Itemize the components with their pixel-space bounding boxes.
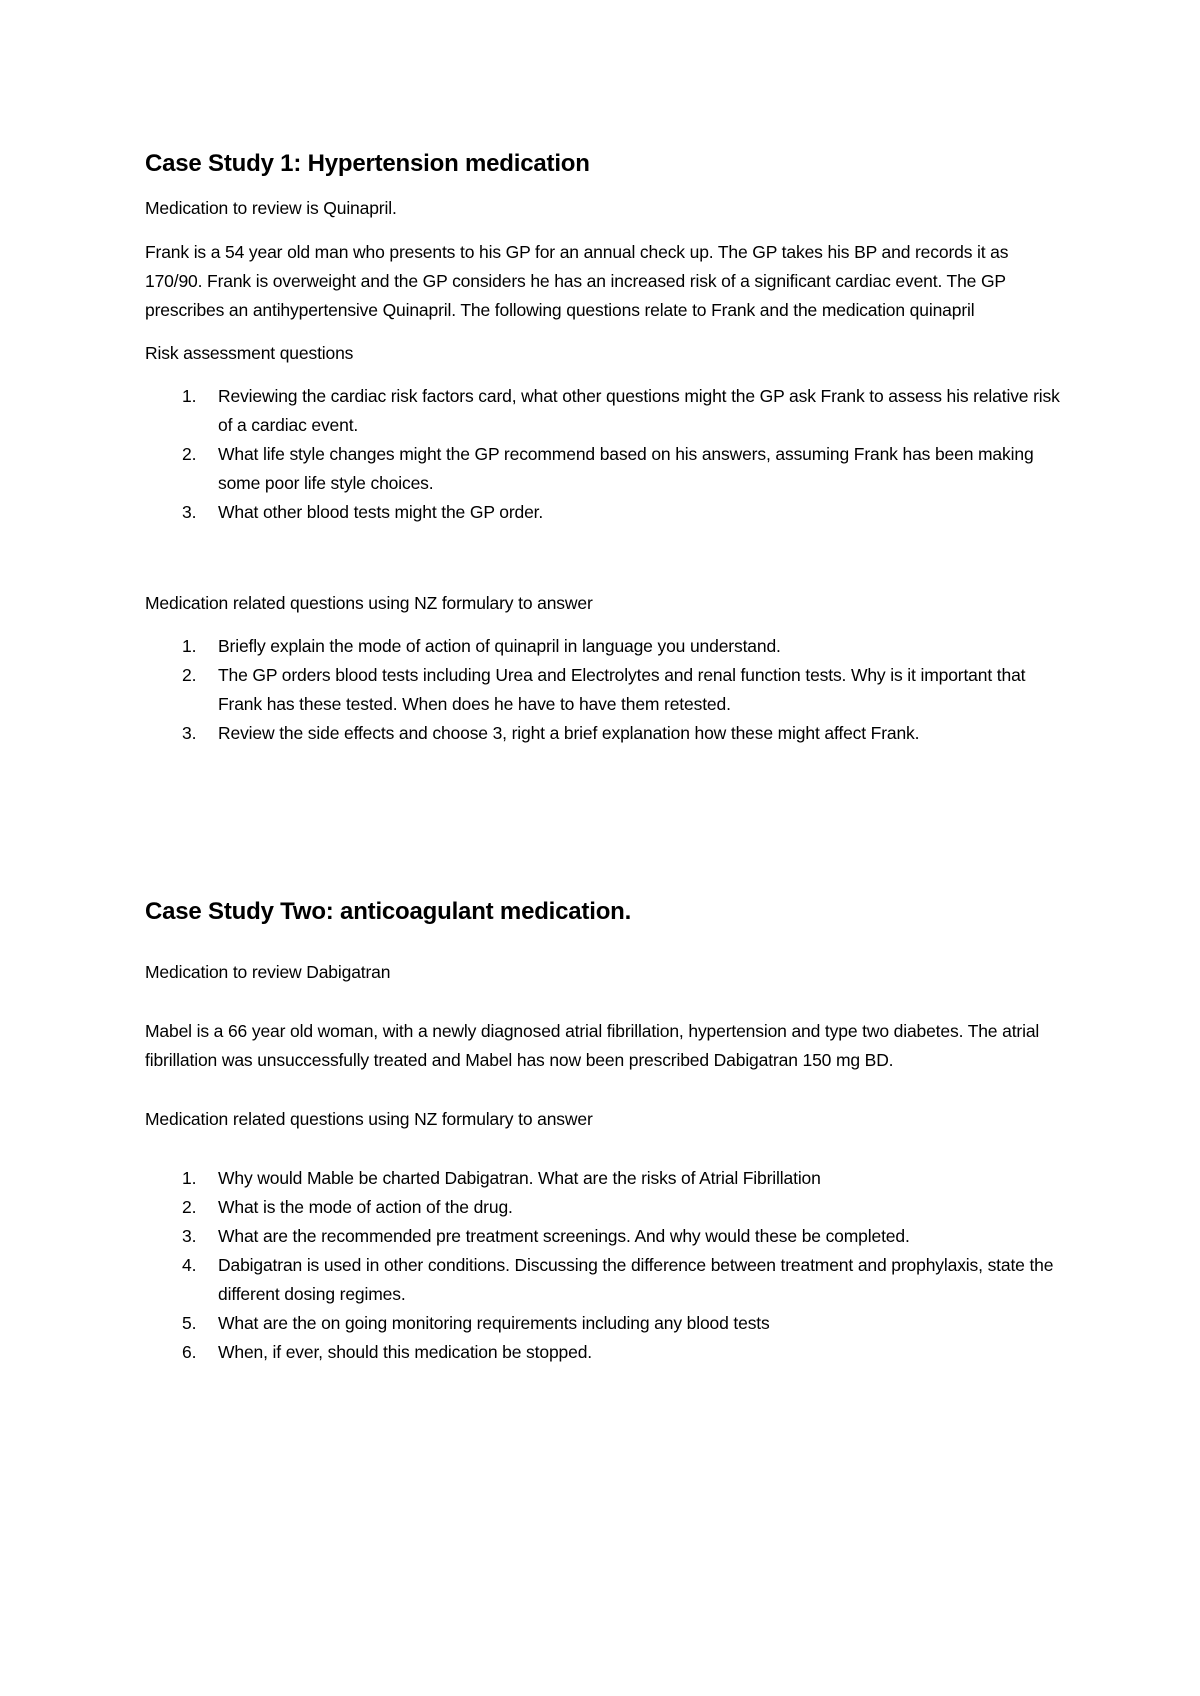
list-item: 2. What life style changes might the GP recommend based on his answers, assuming Frank has been making some poor life style choices. — [182, 444, 1034, 493]
medication-questions-list-2 — [145, 1164, 1065, 1367]
medication-questions-heading: Medication related questions using NZ formulary to answer — [145, 593, 593, 613]
case-study-2 — [145, 896, 1065, 1367]
risk-assessment-list — [145, 382, 1065, 527]
list-item: 1. Briefly explain the mode of action of quinapril in language you understand. — [182, 636, 781, 656]
list-item: 3. What are the recommended pre treatment screenings. And why would these be completed. — [182, 1226, 910, 1246]
list-item: 2. What is the mode of action of the drug. — [182, 1197, 513, 1217]
list-item: 1. Reviewing the cardiac risk factors card, what other questions might the GP ask Frank to assess his relative risk of a cardiac event. — [182, 386, 1060, 435]
list-item: 3. What other blood tests might the GP order. — [182, 502, 544, 522]
medication-questions-list — [145, 632, 1065, 748]
case-study-2-title: Case Study Two: anticoagulant medication. — [145, 898, 632, 925]
case-study-1-medication: Medication to review is Quinapril. — [145, 198, 397, 218]
case-study-1 — [145, 148, 1065, 748]
risk-assessment-heading: Risk assessment questions — [145, 343, 354, 363]
list-item: 5. What are the on going monitoring requirements including any blood tests — [182, 1313, 770, 1333]
document-content — [145, 148, 1065, 1367]
case-study-1-scenario: Frank is a 54 year old man who presents to his GP for an annual check up. The GP takes his BP and records it as 170/90. Frank is overweight and the GP considers he has an increased risk of a significant cardiac event. The GP prescribes an antihypertensive Quinapril. The following questions relate to Frank and the medication quinapril — [145, 242, 1009, 320]
list-item: 2. The GP orders blood tests including Urea and Electrolytes and renal function tests. Why is it important that Frank has these tested. When does he have to have them retested. — [182, 665, 1026, 714]
case-study-1-title: Case Study 1: Hypertension medication — [145, 150, 590, 177]
list-item: 3. Review the side effects and choose 3, right a brief explanation how these might affect Frank. — [182, 723, 920, 743]
list-item: 6. When, if ever, should this medication be stopped. — [182, 1342, 592, 1362]
case-study-2-medication: Medication to review Dabigatran — [145, 962, 391, 982]
list-item: 1. Why would Mable be charted Dabigatran. What are the risks of Atrial Fibrillation — [182, 1168, 821, 1188]
case-study-2-scenario: Mabel is a 66 year old woman, with a newly diagnosed atrial fibrillation, hypertension and type two diabetes. The atrial fibrillation was unsuccessfully treated and Mabel has now been prescribed Dabigatran 150 mg BD. — [145, 1021, 1040, 1070]
list-item: 4. Dabigatran is used in other conditions. Discussing the difference between treatment and prophylaxis, state the different dosing regimes. — [182, 1255, 1054, 1304]
medication-questions-heading-2: Medication related questions using NZ formulary to answer — [145, 1109, 593, 1129]
